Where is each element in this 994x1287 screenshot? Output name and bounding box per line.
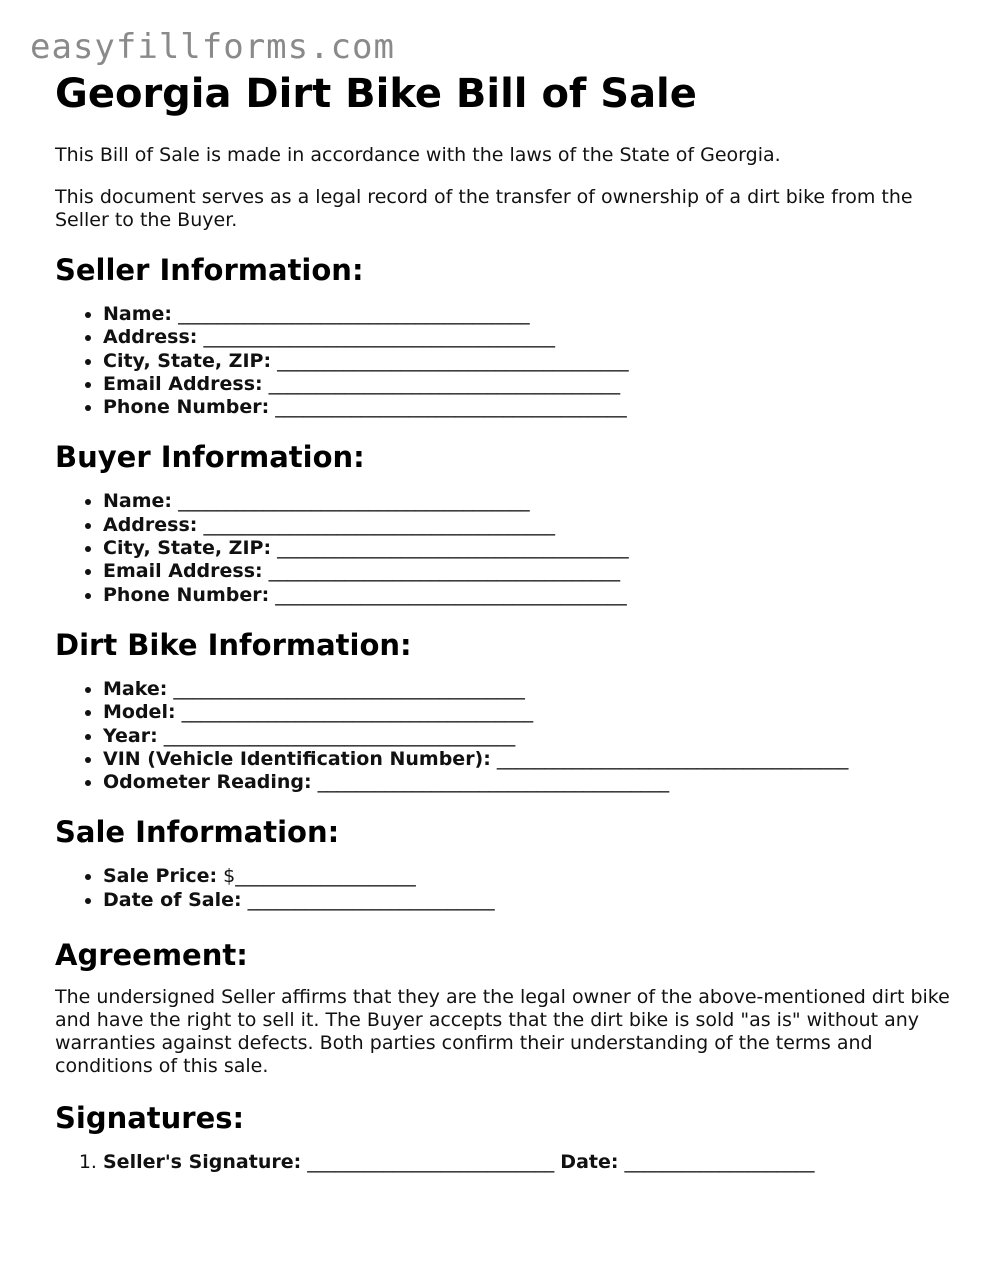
signature-list (55, 1151, 955, 1174)
sale-field-list (55, 865, 955, 912)
document-page (55, 70, 955, 1174)
blank-line: __________________________ (307, 1151, 555, 1174)
field-label: Address: (103, 513, 198, 536)
seller-phone-field (103, 396, 955, 419)
bike-make-field (103, 678, 955, 701)
field-label: Phone Number: (103, 583, 270, 606)
section-heading: Signatures: (55, 1101, 245, 1136)
blank-line: _____________________________________ (496, 747, 849, 770)
seller-address-field (103, 326, 955, 349)
blank-line: _____________________________________ (173, 677, 525, 700)
dirt-bike-field-list (55, 678, 955, 794)
field-label: Seller's Signature: (103, 1151, 302, 1174)
field-label: Date of Sale: (103, 888, 242, 911)
sale-date-field (103, 889, 955, 912)
buyer-name-field (103, 490, 955, 513)
blank-line: _____________________________________ (203, 326, 555, 349)
dirt-bike-section (55, 627, 955, 794)
agreement-section (55, 937, 955, 1078)
blank-line: _____________________________________ (277, 349, 629, 372)
bike-year-field (103, 725, 955, 748)
blank-line: _____________________________________ (163, 724, 516, 747)
seller-name-field (103, 303, 955, 326)
field-label: Sale Price: (103, 865, 218, 888)
field-label: Name: (103, 303, 173, 325)
section-heading: Sale Information: (55, 815, 340, 850)
buyer-phone-field (103, 584, 955, 607)
seller-section (55, 252, 955, 419)
field-label: Model: (103, 701, 176, 724)
sale-section (55, 814, 955, 912)
blank-line: _____________________________________ (317, 771, 670, 794)
blank-line: _____________________________________ (203, 513, 555, 536)
watermark: easyfillforms.com (30, 27, 395, 67)
buyer-address-field (103, 514, 955, 537)
field-label: Make: (103, 677, 168, 700)
blank-line: $___________________ (223, 865, 416, 888)
section-heading: Buyer Information: (55, 440, 365, 475)
sale-price-field (103, 865, 955, 888)
seller-signature-field (103, 1151, 955, 1174)
signatures-section (55, 1100, 955, 1174)
section-heading: Agreement: (55, 938, 248, 973)
field-label: City, State, ZIP: (103, 537, 272, 560)
document-title: Georgia Dirt Bike Bill of Sale (55, 71, 697, 117)
field-label: Email Address: (103, 560, 263, 583)
intro-paragraph: This Bill of Sale is made in accordance with the laws of the State of Georgia. (55, 144, 781, 166)
buyer-field-list (55, 490, 955, 606)
field-label: Phone Number: (103, 396, 270, 419)
blank-line: _____________________________________ (277, 537, 629, 560)
field-label: Year: (103, 724, 158, 747)
field-label: VIN (Vehicle Identification Number): (103, 747, 491, 770)
buyer-section (55, 439, 955, 606)
field-label: Email Address: (103, 372, 263, 395)
blank-line: _____________________________________ (268, 560, 621, 583)
blank-line: _____________________________________ (181, 701, 534, 724)
bike-odometer-field (103, 771, 955, 794)
blank-line: _____________________________________ (178, 490, 530, 513)
blank-line: __________________________ (247, 888, 495, 911)
date-label: Date: (560, 1151, 619, 1174)
field-label: Name: (103, 490, 173, 513)
blank-line: _____________________________________ (178, 303, 530, 325)
seller-email-field (103, 373, 955, 396)
section-heading: Seller Information: (55, 253, 364, 287)
intro-paragraph: This document serves as a legal record of the transfer of ownership of a dirt bike from the Seller to the Buyer. (55, 186, 913, 231)
bike-vin-field (103, 748, 955, 771)
buyer-email-field (103, 560, 955, 583)
section-heading: Dirt Bike Information: (55, 627, 412, 662)
blank-line: _____________________________________ (275, 583, 627, 606)
blank-line: _____________________________________ (275, 396, 627, 419)
buyer-city-state-zip-field (103, 537, 955, 560)
bike-model-field (103, 701, 955, 724)
field-label: Address: (103, 326, 198, 349)
seller-field-list (55, 303, 955, 419)
field-label: Odometer Reading: (103, 771, 312, 794)
agreement-text: The undersigned Seller affirms that they are the legal owner of the above-mentioned dirt bike and have the right to sell it. The Buyer accepts that the dirt bike is sold "as is" without any warranties against defects. Both parties confirm their understanding of the terms and conditions of this sale. (55, 986, 950, 1078)
blank-line: ____________________ (624, 1151, 815, 1174)
field-label: City, State, ZIP: (103, 349, 272, 372)
blank-line: _____________________________________ (268, 372, 621, 395)
seller-city-state-zip-field (103, 350, 955, 373)
